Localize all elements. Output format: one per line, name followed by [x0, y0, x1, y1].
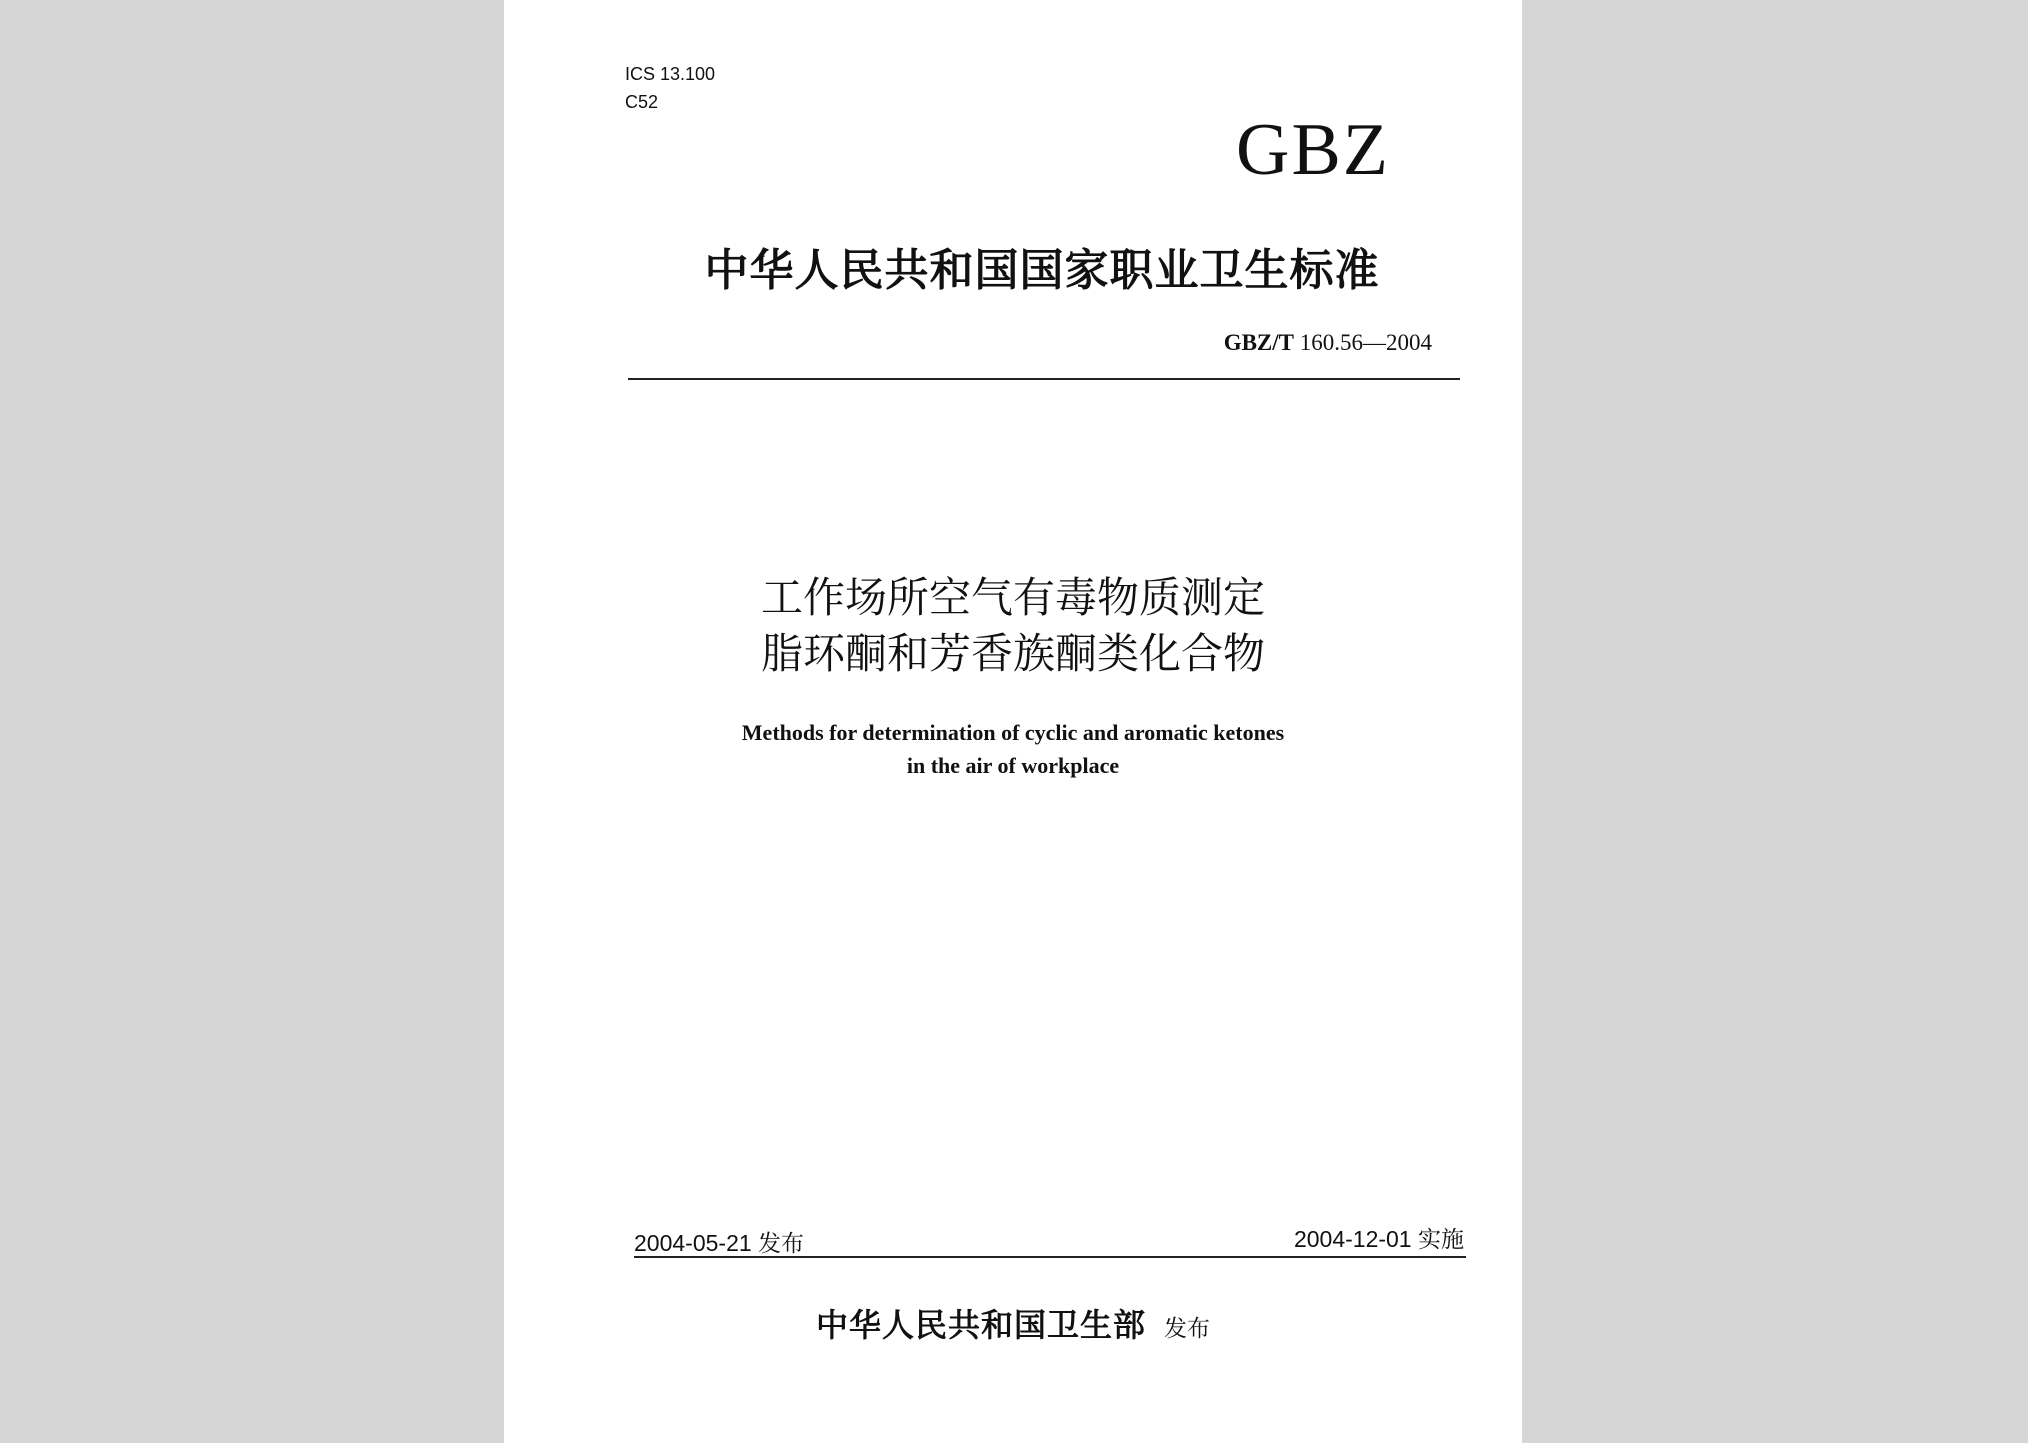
publisher-organization: 中华人民共和国卫生部	[815, 1306, 1146, 1344]
english-title	[504, 716, 1522, 782]
publisher	[504, 1302, 1522, 1352]
classification-codes	[625, 60, 715, 116]
top-divider	[628, 378, 1460, 380]
english-title-line-1: Methods for determination of cyclic and aromatic ketones	[741, 720, 1285, 745]
publisher-action: 发布	[1164, 1316, 1210, 1342]
chinese-title-line-2: 脂环酮和芳香族酮类化合物	[760, 629, 1265, 678]
document-page	[504, 0, 1522, 1443]
gbz-logo: GBZ	[1236, 109, 1390, 191]
standard-number	[1224, 328, 1432, 358]
ccs-code: C52	[625, 92, 659, 112]
chinese-title-line-1: 工作场所空气有毒物质测定	[760, 573, 1265, 622]
chinese-title	[504, 570, 1522, 682]
ics-code: ICS 13.100	[625, 64, 716, 84]
implementation-date: 2004-12-01 实施	[1293, 1226, 1464, 1252]
standard-number-value: 160.56—2004	[1299, 330, 1432, 355]
standard-number-prefix: GBZ/T	[1223, 330, 1294, 355]
issue-date: 2004-05-21 发布	[634, 1230, 805, 1256]
english-title-line-2: in the air of workplace	[906, 753, 1120, 778]
standard-title: 中华人民共和国国家职业卫生标准	[704, 245, 1380, 296]
bottom-divider	[634, 1256, 1466, 1258]
